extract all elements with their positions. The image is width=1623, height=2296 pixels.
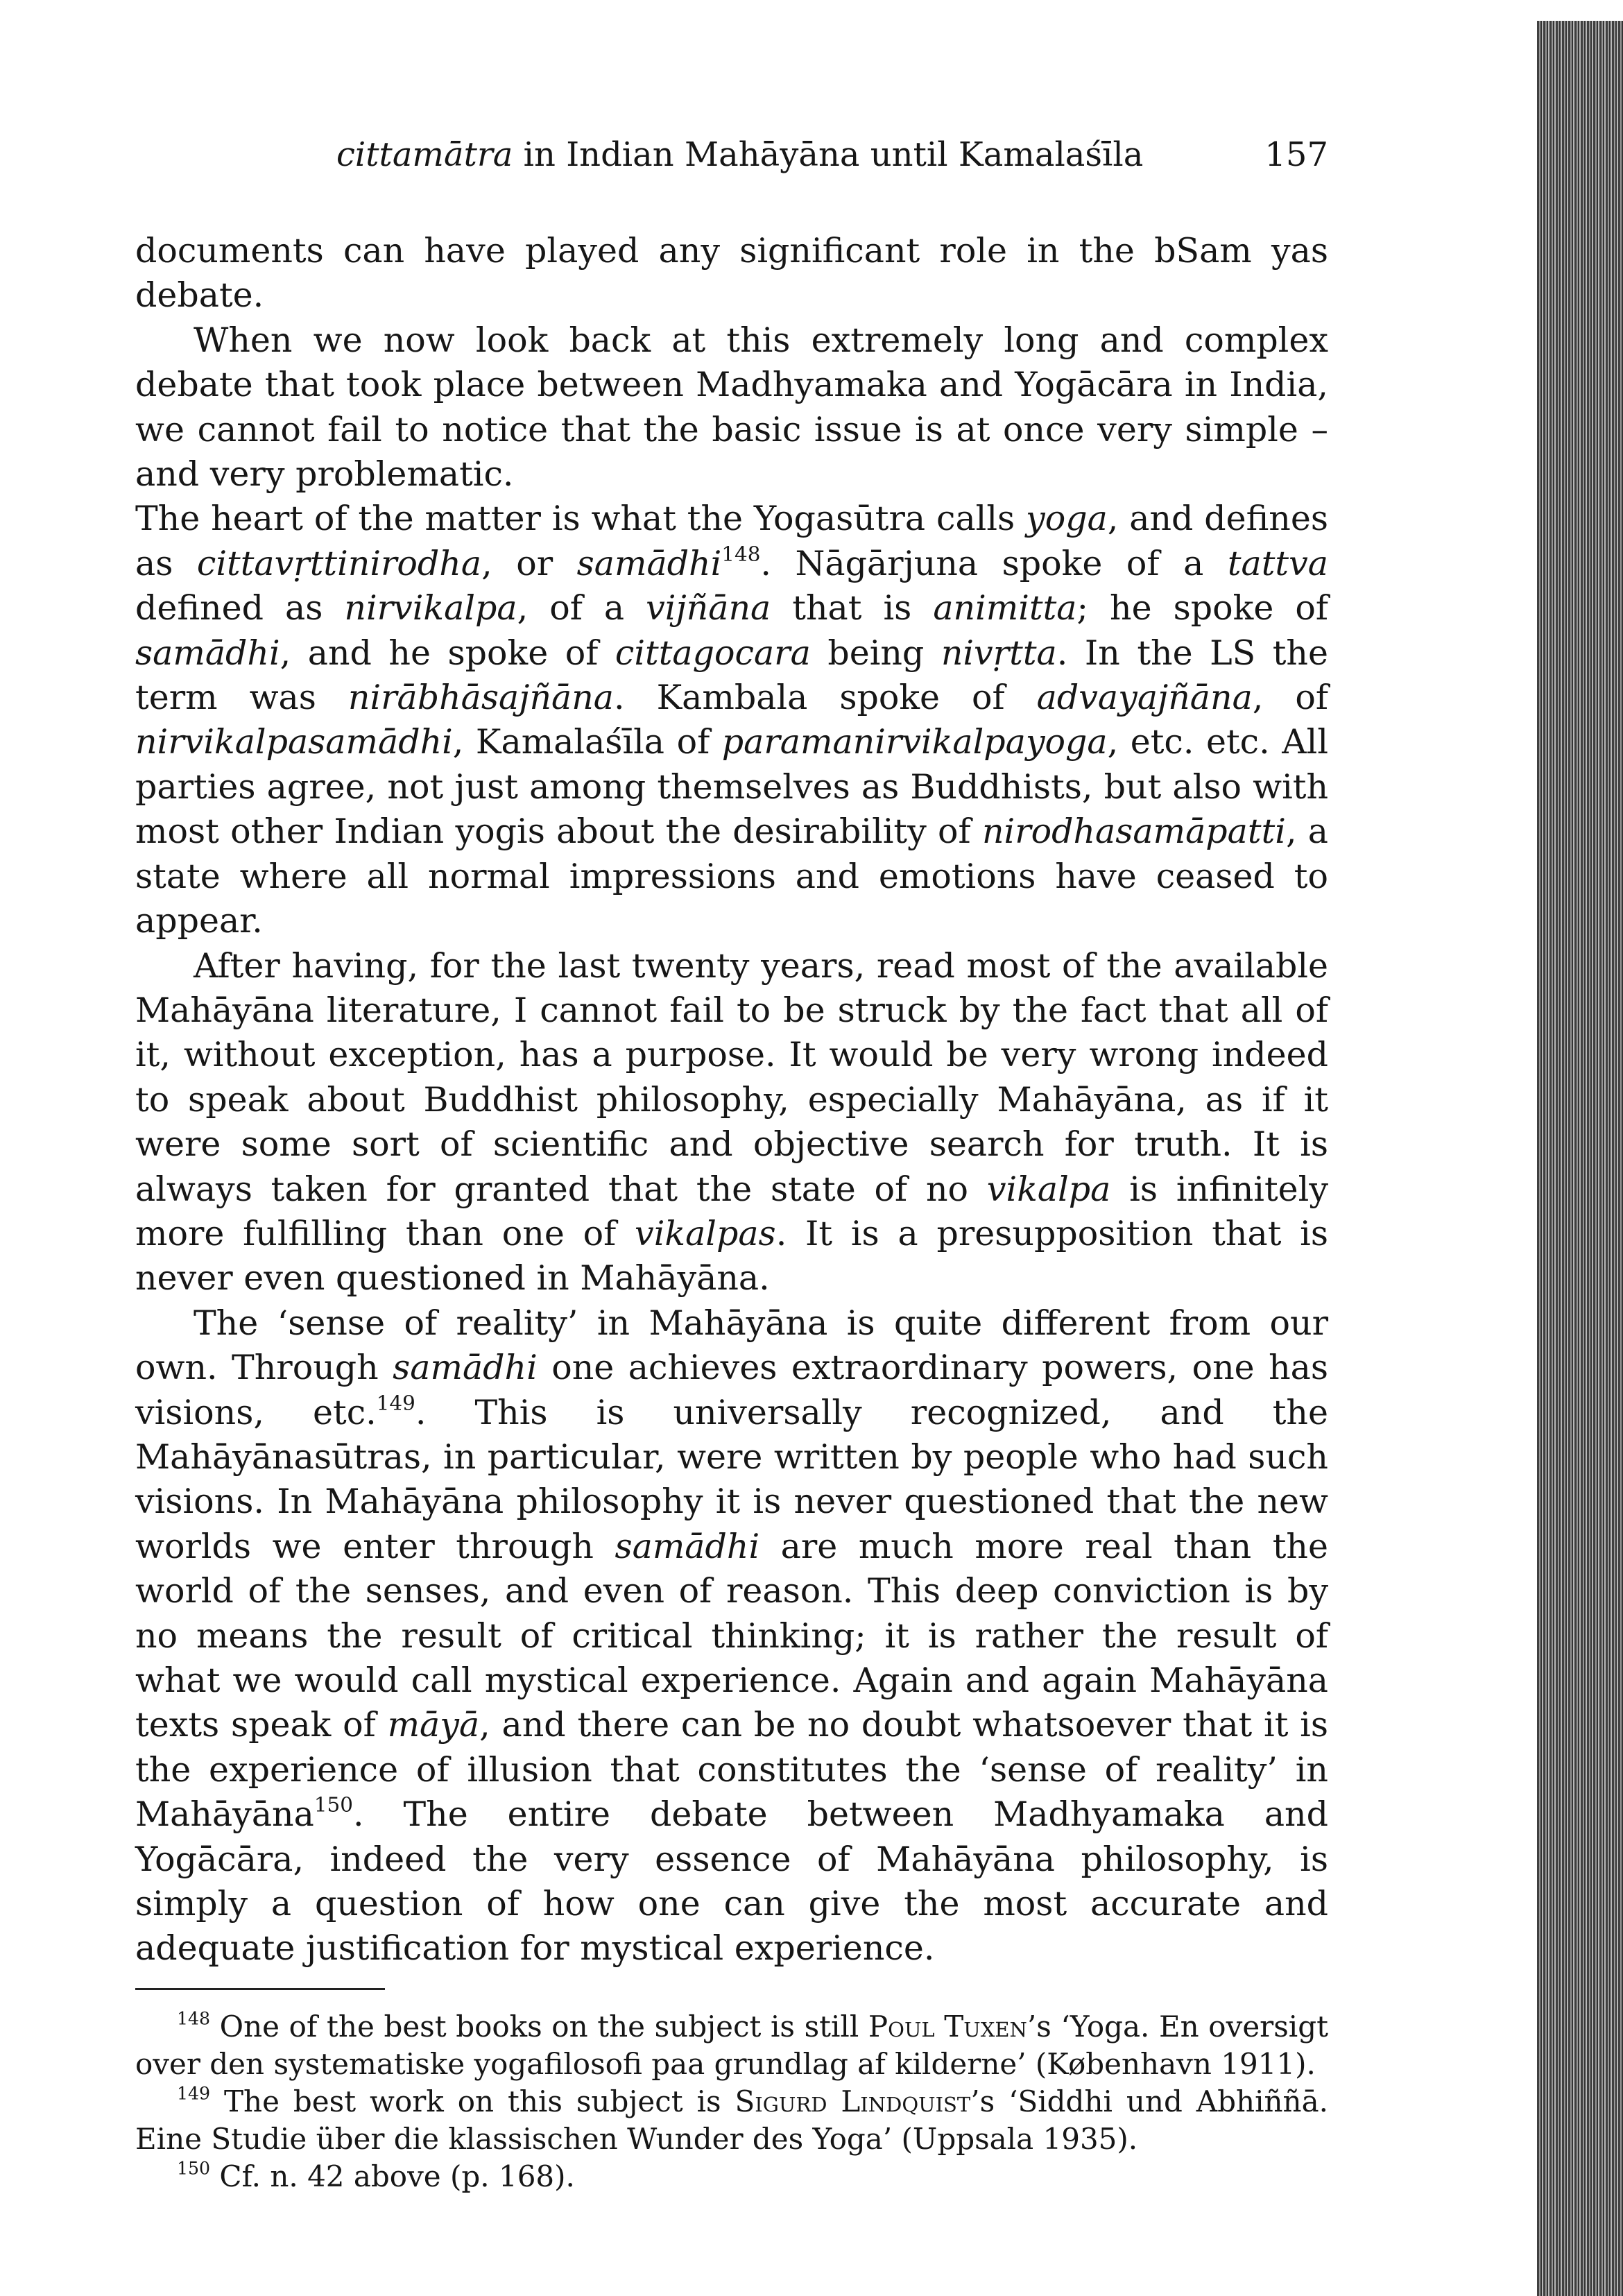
- page-number: 157: [1264, 135, 1328, 174]
- scanned-page-edge: [1537, 21, 1623, 2296]
- footnote-150: $^{150}$ Cf. n. 42 above (p. 168).: [177, 2158, 575, 2193]
- main-text: [135, 229, 1328, 1971]
- paragraph-5: The ‘sense of reality’ in Mahāyāna is quite different from our own. Through samādhi one achieves extraordinary powers, one has visions, etc.$^{149}$. This is universally recognized, and the Mahāyānasūtras, in particular, were written by people who had such visions. In Mahāyāna philosophy it is never questioned that the new worlds we enter through samādhi are much more real than the world of the senses, and even of reason. This deep conviction is by no means the result of critical thinking; it is rather the result of what we would call mystical experience. Again and again Mahāyāna texts speak of māyā, and there can be no doubt whatsoever that it is the experience of illusion that constitutes the ‘sense of reality’ in Mahāyāna$^{150}$. The entire debate between Madhyamaka and Yogācāra, indeed the very essence of Mahāyāna philosophy, is simply a question of how one can give the most accurate and adequate justification for mystical experience.: [135, 1303, 1329, 1969]
- footnote-separator: [135, 1988, 385, 1990]
- running-title-italic: cittamātra: [336, 135, 513, 174]
- paragraph-1: documents can have played any significant role in the bSam yas debate.: [135, 231, 1328, 316]
- paragraph-3: The heart of the matter is what the Yogasūtra calls yoga, and defines as cittavṛttinirodha, or samādhi$^{148}$. Nāgārjuna spoke of a tattva defined as nirvikalpa, of a vijñāna that is animitta; he spoke of samādhi, and he spoke of cittagocara being nivṛtta. In the LS the term was nirābhāsajñāna. Kambala spoke of advayajñāna, of nirvikalpasamādhi, Kamalaśīla of paramanirvikalpayoga, etc. etc. All parties agree, not just among themselves as Buddhists, but also with most other Indian yogis about the desirability of nirodhasamāpatti, a state where all normal impressions and emotions have ceased to appear.: [135, 499, 1329, 941]
- footnote-ref-148: 148: [721, 542, 761, 566]
- running-title: [336, 130, 1143, 179]
- running-header: [135, 130, 1328, 179]
- footnote-148: $^{148}$ One of the best books on the subject is still Poul Tuxen’s ‘Yoga. En oversigt over den systematiske yogafilosofi paa grundlag af kilderne’ (København 1911).: [135, 2008, 1328, 2081]
- footnote-ref-150: 150: [314, 1792, 353, 1817]
- running-title-rest: in Indian Mahāyāna until Kamalaśīla: [513, 135, 1144, 174]
- footnotes: [135, 2008, 1328, 2195]
- paragraph-4: After having, for the last twenty years, read most of the available Mahāyāna literature, I cannot fail to be struck by the fact that all of it, without exception, has a purpose. It would be very wrong indeed to speak about Buddhist philosophy, especially Mahāyāna, as if it were some sort of scientific and objective search for truth. It is always taken for granted that the state of no vikalpa is infinitely more fulfilling than one of vikalpas. It is a presupposition that is never even questioned in Mahāyāna.: [135, 945, 1329, 1299]
- paragraph-2: When we now look back at this extremely long and complex debate that took place between Madhyamaka and Yogācāra in India, we cannot fail to notice that the basic issue is at once very simple – and very problematic.: [135, 320, 1328, 495]
- footnote-ref-149: 149: [376, 1390, 415, 1414]
- footnote-149: $^{149}$ The best work on this subject is Sigurd Lindquist’s ‘Siddhi und Abhiññā. Eine Studie über die klassischen Wunder des Yoga’ (Uppsala 1935).: [135, 2083, 1328, 2156]
